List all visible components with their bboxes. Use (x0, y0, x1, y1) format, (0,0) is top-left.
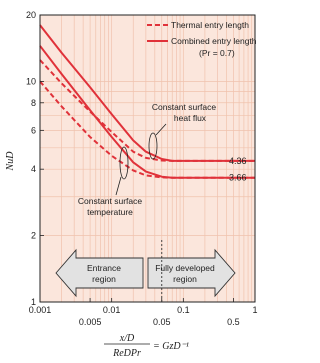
developed-label-2: region (173, 274, 197, 284)
y-tick-label: 6 (30, 125, 36, 136)
x-tick-label: 1 (252, 305, 258, 315)
x-tick-label: 0.001 (28, 305, 52, 315)
x-tick-label: 0.01 (102, 305, 121, 315)
y-tick-label: 1 (30, 297, 36, 307)
x-axis-label-denominator: ReDPr (113, 348, 141, 359)
y-tick-label: 20 (25, 10, 36, 20)
y-tick-label: 10 (25, 76, 36, 87)
y-tick-label: 4 (30, 164, 36, 175)
y-tick-label: 8 (30, 97, 36, 108)
annotation-temperature-2: temperature (87, 207, 133, 217)
annotation-heat-flux-2: heat flux (173, 113, 207, 123)
limit-label-3-66: 3.66 (229, 172, 247, 183)
legend-label-thermal: Thermal entry length (171, 20, 249, 30)
x-tick-label: 0.5 (227, 317, 240, 327)
entrance-label-1: Entrance (86, 263, 122, 273)
annotation-heat-flux-1: Constant surface (151, 102, 217, 112)
developed-label-1: Fully developed (155, 263, 215, 273)
x-axis-label-rhs: = GzD⁻¹ (153, 341, 189, 352)
y-tick-label: 2 (30, 230, 36, 241)
entrance-label-2: region (92, 274, 116, 284)
y-axis-label: NuD (5, 151, 16, 171)
x-tick-label: 0.1 (177, 305, 190, 315)
x-axis-label-numerator: x/D (119, 333, 135, 344)
legend-label-combined: Combined entry length (171, 36, 257, 46)
x-tick-label: 0.05 (152, 317, 171, 327)
limit-label-4-36: 4.36 (229, 155, 247, 166)
annotation-temperature-1: Constant surface (77, 196, 143, 206)
legend-label-pr: (Pr = 0.7) (199, 48, 235, 58)
x-tick-label: 0.005 (78, 317, 102, 327)
